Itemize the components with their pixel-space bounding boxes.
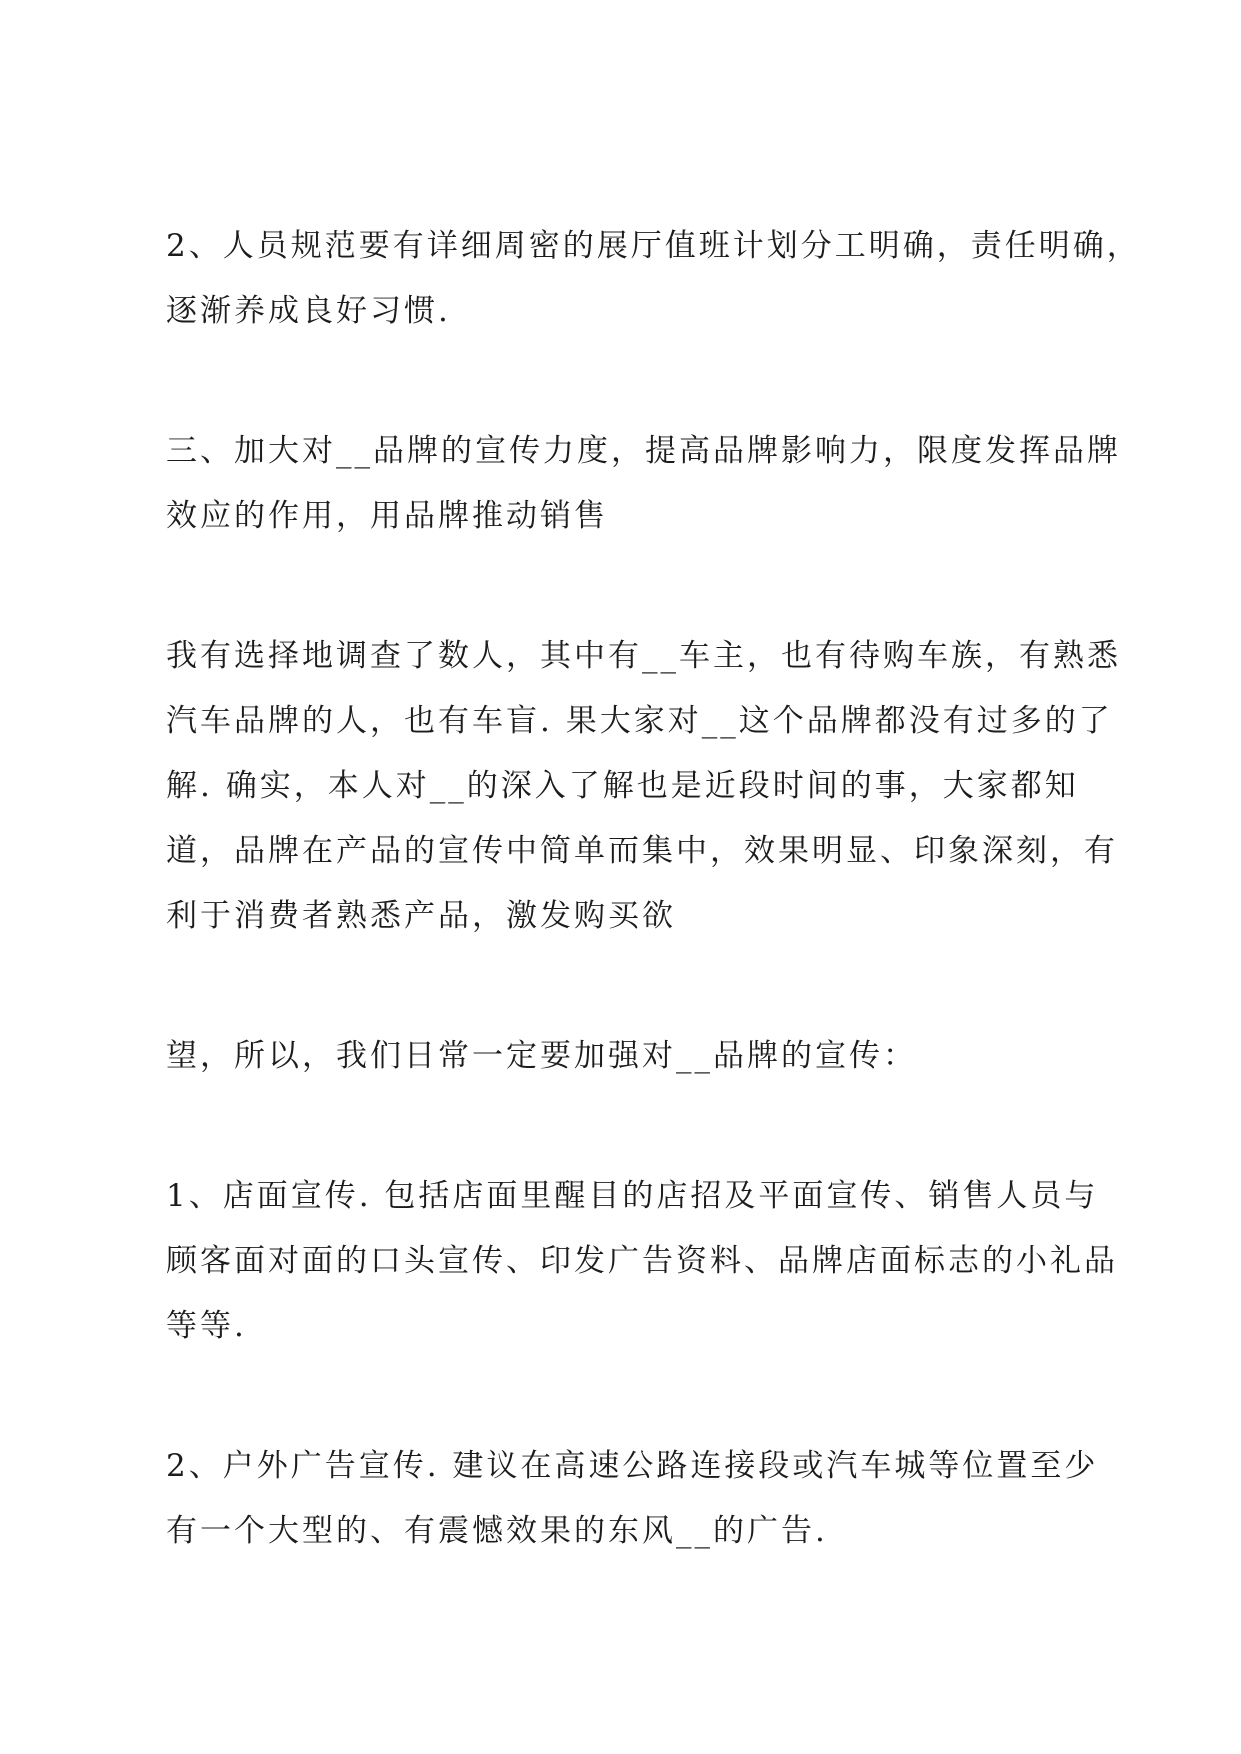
text-line: 道，品牌在产品的宣传中简单而集中，效果明显、印象深刻，有 <box>166 833 1118 869</box>
text-line: 顾客面对面的口头宣传、印发广告资料、品牌店面标志的小礼品 <box>166 1243 1118 1279</box>
document-body <box>166 226 1141 1651</box>
paragraph-store-promotion <box>166 1176 1118 1371</box>
section-heading-brand-promotion <box>166 431 1121 561</box>
text-line: 利于消费者熟悉产品，激发购买欲 <box>166 898 676 934</box>
text-line: 有一个大型的、有震憾效果的东风__的广告. <box>166 1513 828 1549</box>
paragraph-survey <box>166 636 1121 961</box>
text-line: 汽车品牌的人，也有车盲. 果大家对__这个品牌都没有过多的了 <box>166 703 1113 739</box>
paragraph-staff-standards <box>166 226 1141 356</box>
text-line: 望，所以，我们日常一定要加强对__品牌的宣传： <box>166 1038 917 1074</box>
text-line: 逐渐养成良好习惯. <box>166 293 451 329</box>
text-line: 2、人员规范要有详细周密的展厅值班计划分工明确，责任明确， <box>166 228 1141 264</box>
paragraph-outdoor-advertising <box>166 1446 1099 1576</box>
paragraph-strengthen-promotion <box>166 1036 1096 1101</box>
text-line: 解. 确实，本人对__的深入了解也是近段时间的事，大家都知 <box>166 768 1079 804</box>
text-line: 2、户外广告宣传. 建议在高速公路连接段或汽车城等位置至少 <box>166 1448 1099 1484</box>
text-line: 等等. <box>166 1308 247 1344</box>
text-line: 我有选择地调查了数人，其中有__车主，也有待购车族，有熟悉 <box>166 638 1121 674</box>
text-line: 三、加大对__品牌的宣传力度，提高品牌影响力，限度发挥品牌 <box>166 433 1121 469</box>
text-line: 1、店面宣传. 包括店面里醒目的店招及平面宣传、销售人员与 <box>166 1178 1099 1214</box>
text-line: 效应的作用，用品牌推动销售 <box>166 498 608 534</box>
